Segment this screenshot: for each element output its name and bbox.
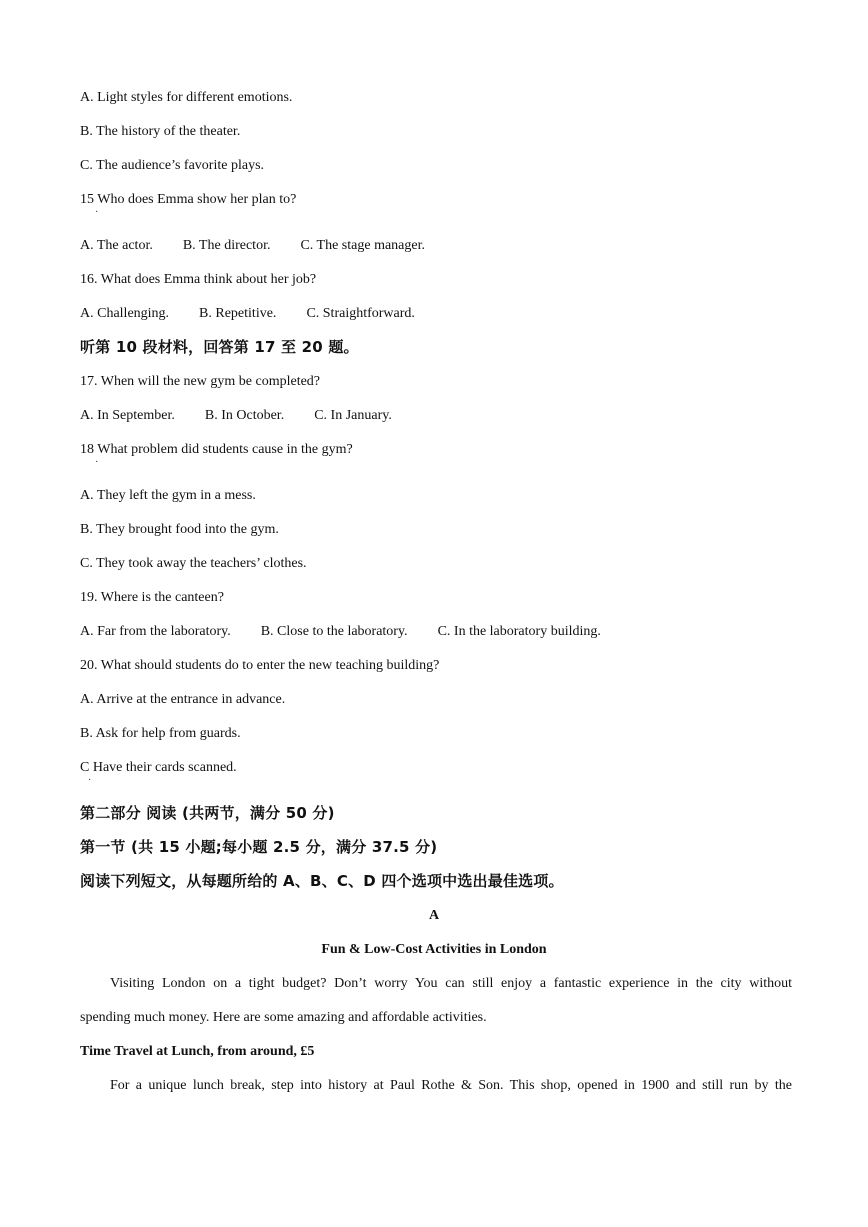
- stray-dot: ·: [95, 207, 99, 218]
- stray-dot: ·: [88, 775, 92, 786]
- q14-option-a: A. Light styles for different emotions.: [80, 90, 293, 105]
- q15-question: 15 Who does Emma show her plan to?: [80, 192, 297, 207]
- q15-option-b: B. The director.: [182, 238, 271, 253]
- passage-intro-line2: spending much money. Here are some amazing and affordable activities.: [80, 1010, 487, 1025]
- q18-option-c: C. They took away the teachers’ clothes.: [80, 556, 307, 571]
- part2-instruction: 阅读下列短文，从每题所给的 A、B、C、D 四个选项中选出最佳选项。: [80, 872, 564, 890]
- q17-options: [80, 407, 392, 425]
- q16-option-a: A. Challenging.: [80, 306, 170, 321]
- q18-question: 18 What problem did students cause in the gym?: [80, 442, 353, 457]
- q20-option-a: A. Arrive at the entrance in advance.: [80, 692, 286, 707]
- q17-option-c: C. In January.: [314, 408, 392, 423]
- q16-option-c: C. Straightforward.: [306, 306, 415, 321]
- passage-subheading: Time Travel at Lunch, from around, £5: [80, 1044, 315, 1059]
- passage-para-line1: For a unique lunch break, step into history at Paul Rothe & Son. This shop, opened in 1900 and still run by the: [110, 1078, 792, 1093]
- q14-option-c: C. The audience’s favorite plays.: [80, 158, 265, 173]
- q19-option-a: A. Far from the laboratory.: [80, 624, 231, 639]
- part2-section1: 第一节 (共 15 小题;每小题 2.5 分，满分 37.5 分): [80, 838, 438, 856]
- part2-heading: 第二部分 阅读 (共两节，满分 50 分): [80, 804, 335, 822]
- q20-question: 20. What should students do to enter the new teaching building?: [80, 658, 440, 673]
- passage-title: Fun & Low-Cost Activities in London: [321, 942, 547, 957]
- section-10-instruction: 听第 10 段材料，回答第 17 至 20 题。: [80, 338, 359, 356]
- q19-option-b: B. Close to the laboratory.: [260, 624, 408, 639]
- q15-option-a: A. The actor.: [80, 238, 153, 253]
- q17-question: 17. When will the new gym be completed?: [80, 374, 321, 389]
- q19-options: [80, 623, 601, 641]
- q17-option-a: A. In September.: [80, 408, 175, 423]
- q16-question: 16. What does Emma think about her job?: [80, 272, 317, 287]
- q18-option-a: A. They left the gym in a mess.: [80, 488, 256, 503]
- q17-option-b: B. In October.: [204, 408, 285, 423]
- q16-option-b: B. Repetitive.: [199, 306, 277, 321]
- q15-option-c: C. The stage manager.: [300, 238, 425, 253]
- q20-option-b: B. Ask for help from guards.: [80, 726, 241, 741]
- q19-question: 19. Where is the canteen?: [80, 590, 224, 605]
- q16-options: [80, 305, 415, 323]
- passage-letter: A: [428, 908, 440, 923]
- stray-dot: ·: [95, 457, 99, 468]
- q15-options: [80, 237, 425, 255]
- q19-option-c: C. In the laboratory building.: [437, 624, 601, 639]
- q14-option-b: B. The history of the theater.: [80, 124, 241, 139]
- passage-intro-line1: Visiting London on a tight budget? Don’t worry You can still enjoy a fantastic experience in the city without: [110, 976, 792, 991]
- q20-option-c: C Have their cards scanned.: [80, 760, 237, 775]
- q18-option-b: B. They brought food into the gym.: [80, 522, 279, 537]
